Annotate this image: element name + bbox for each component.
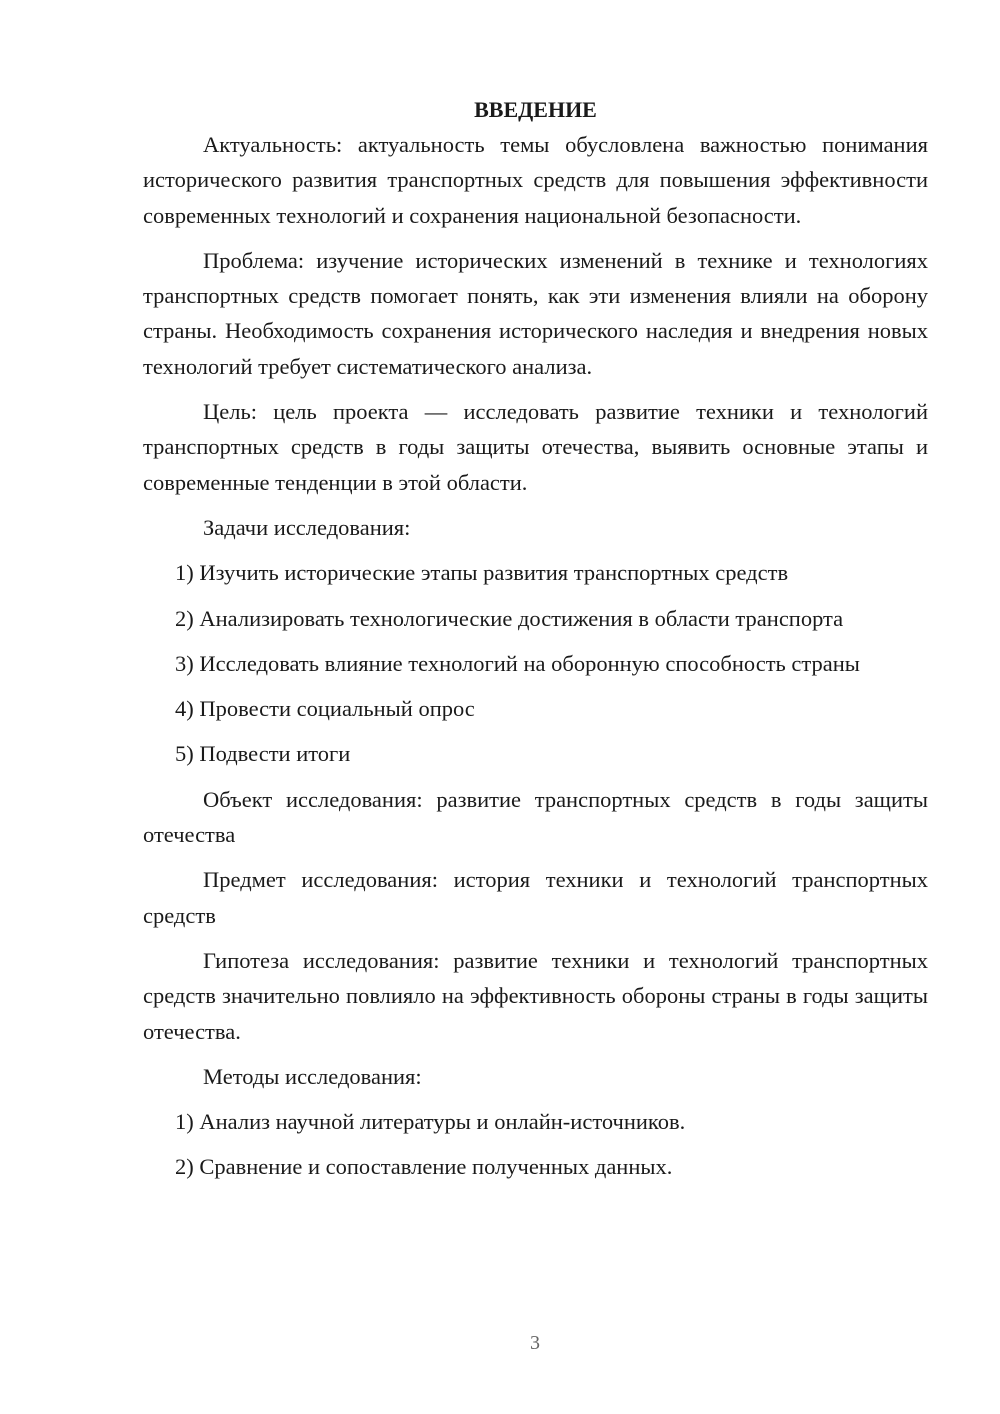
paragraph-object: Объект исследования: развитие транспортных средств в годы защиты отечества — [143, 786, 928, 848]
paragraph-subject: Предмет исследования: история техники и технологий транспортных средств — [143, 867, 928, 928]
list-item: 2) Сравнение и сопоставление полученных данных. — [175, 1154, 673, 1180]
list-item: 1) Изучить исторические этапы развития транспортных средств — [175, 560, 789, 586]
list-item: 4) Провести социальный опрос — [175, 696, 475, 722]
section-title: ВВЕДЕНИЕ — [474, 97, 597, 122]
paragraph-relevance: Актуальность: актуальность темы обусловлена важностью понимания исторического развития транспортных средств для повышения эффективности современных технологий и сохранения национальной безопасности. — [143, 132, 928, 228]
paragraph-goal: Цель: цель проекта — исследовать развитие техники и технологий транспортных средств в годы защиты отечества, выявить основные этапы и современные тенденции в этой области. — [143, 399, 928, 495]
paragraph-tasks-heading: Задачи исследования: — [203, 514, 411, 540]
page-number: 3 — [530, 1332, 540, 1354]
list-item: 2) Анализировать технологические достижения в области транспорта — [175, 605, 844, 631]
list-item: 3) Исследовать влияние технологий на оборонную способность страны — [175, 650, 860, 676]
list-item: 1) Анализ научной литературы и онлайн-источников. — [175, 1109, 686, 1135]
paragraph-problem: Проблема: изучение исторических изменений в технике и технологиях транспортных средств помогает понять, как эти изменения влияли на оборону страны. Необходимость сохранения исторического наследия и внедрения новых технологий требует систематического анализа. — [143, 247, 928, 379]
document-page — [143, 92, 928, 1195]
list-item: 5) Подвести итоги — [175, 741, 351, 767]
paragraph-methods-heading: Методы исследования: — [203, 1063, 422, 1089]
paragraph-hypothesis: Гипотеза исследования: развитие техники и технологий транспортных средств значительно повлияло на эффективность обороны страны в годы защиты отечества. — [143, 947, 928, 1044]
